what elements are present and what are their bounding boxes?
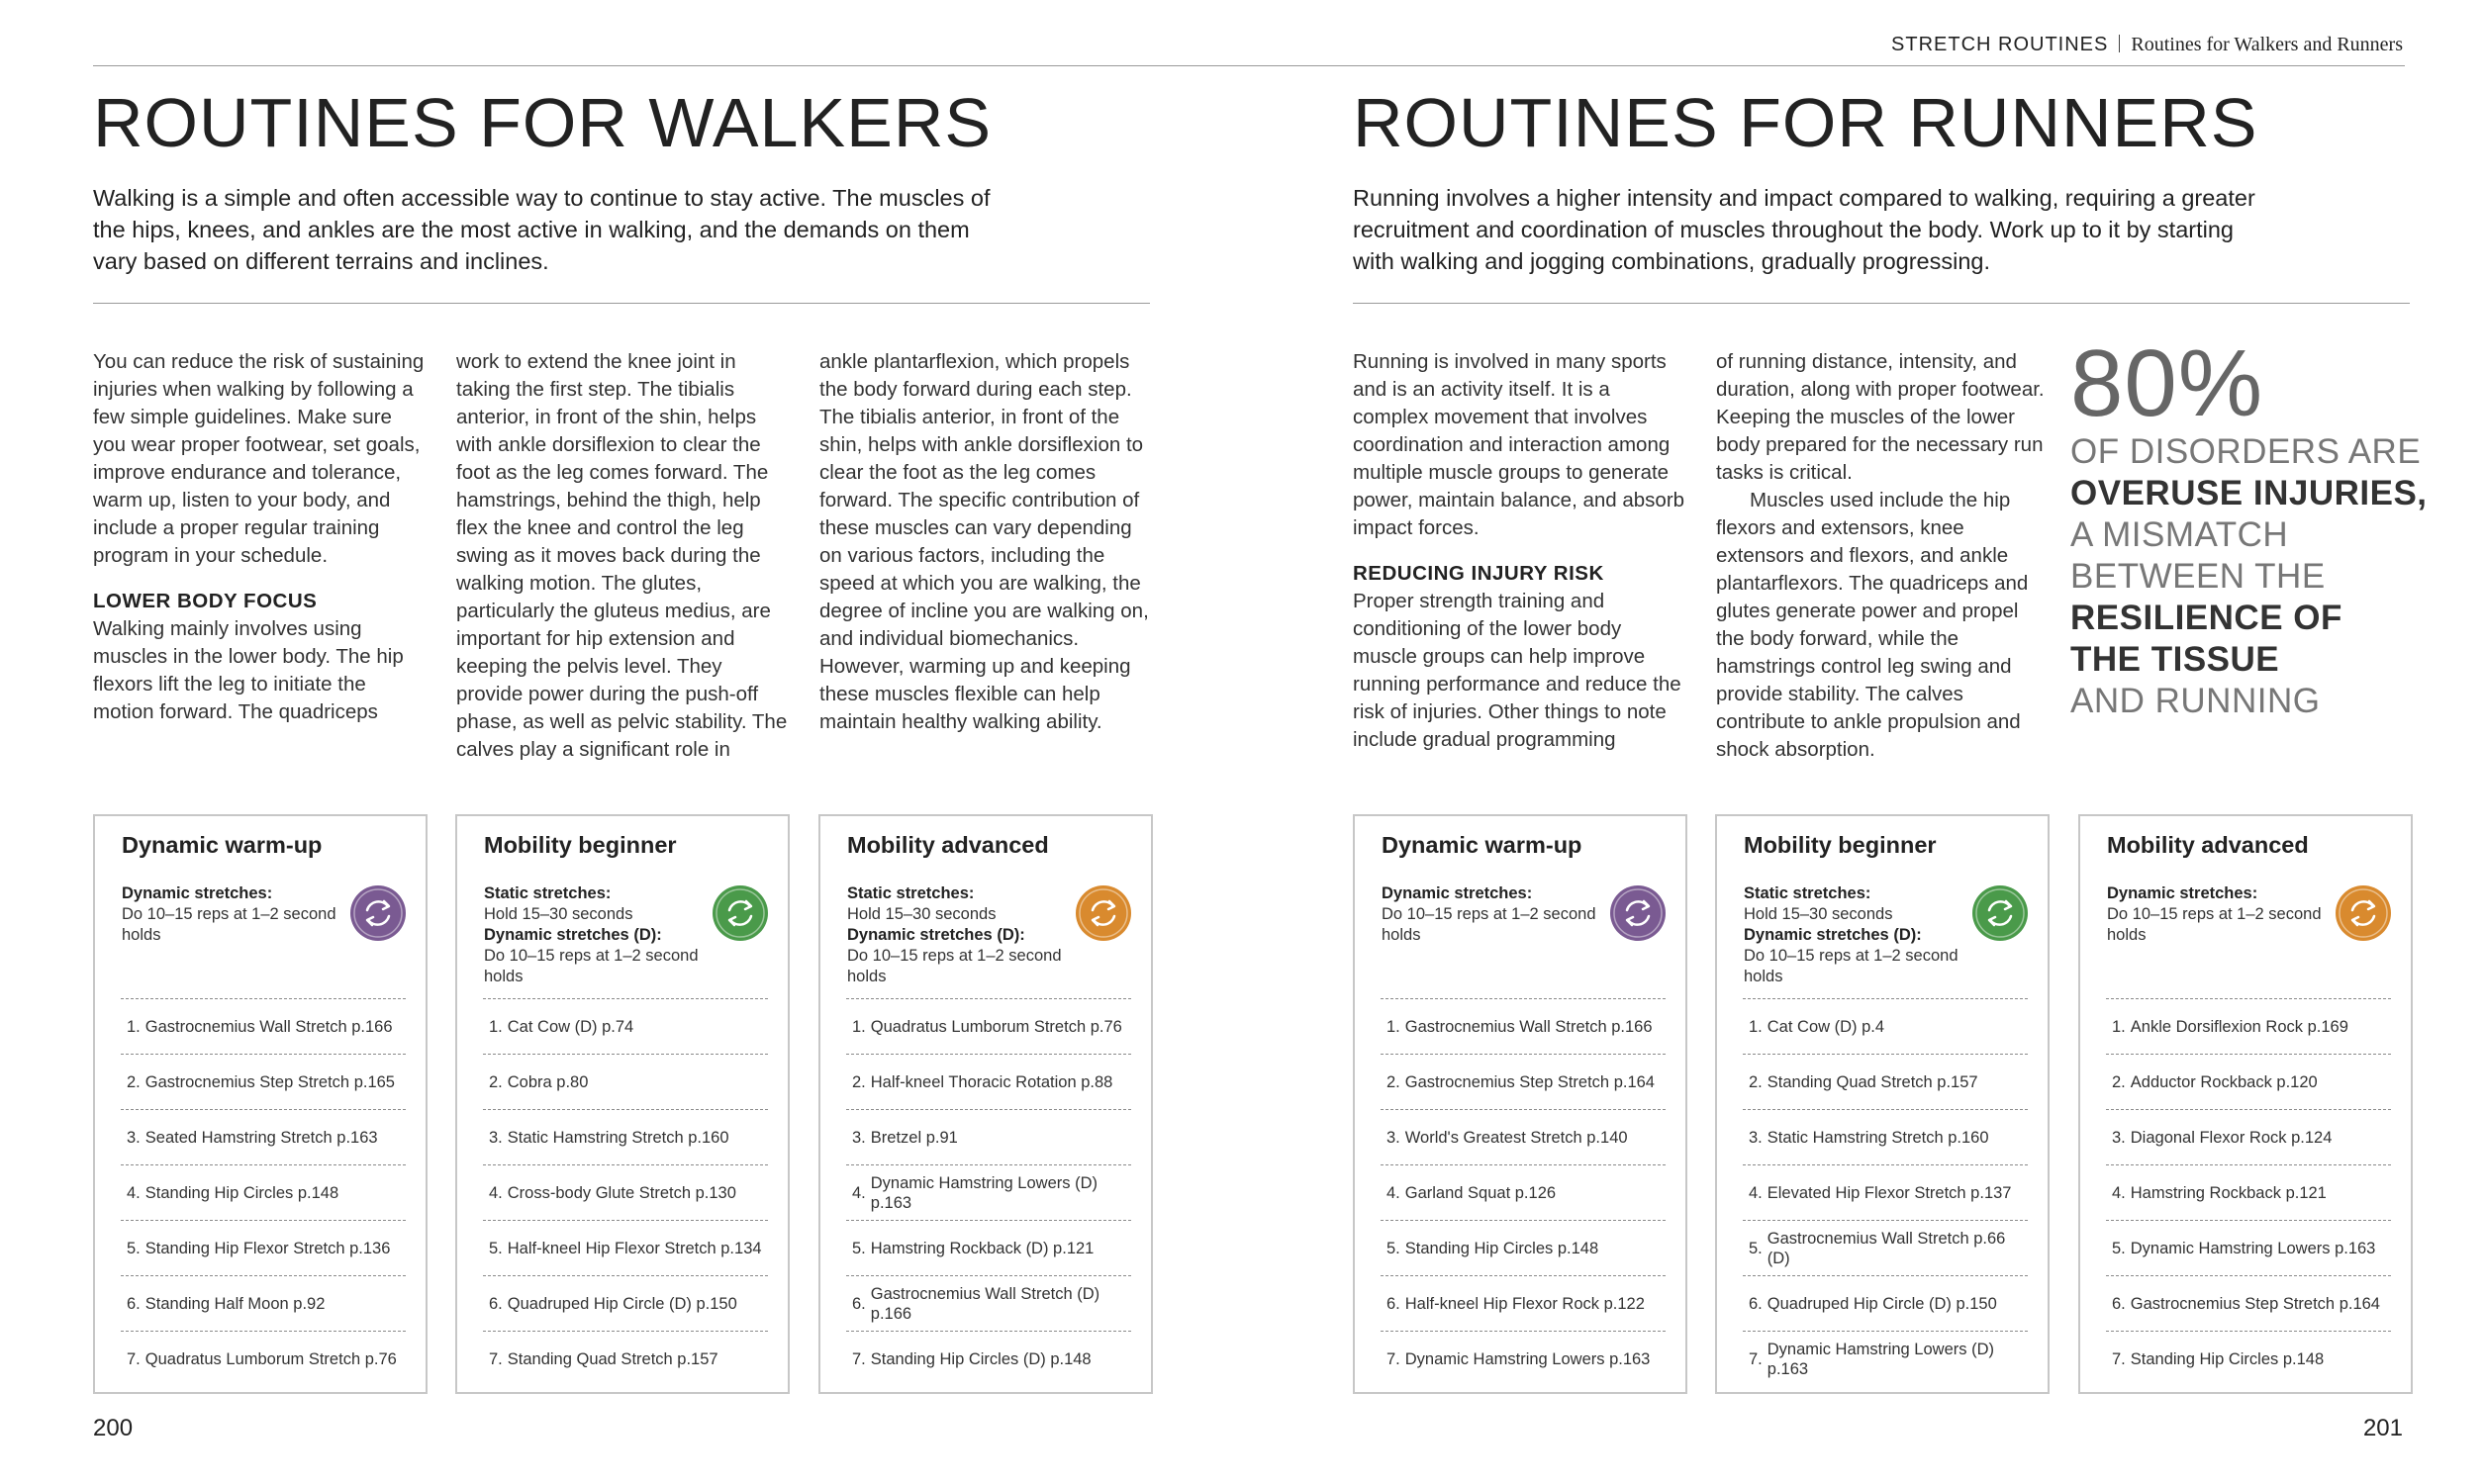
stretch-item: [1381, 1332, 1666, 1387]
walkers-card-mobility-advanced: [818, 814, 1153, 1394]
item-text: Standing Hip Flexor Stretch p.136: [144, 1239, 391, 1257]
item-number: 2.: [489, 1072, 503, 1091]
stretch-item: [846, 1110, 1131, 1165]
item-text: Cat Cow (D) p.4: [1767, 1017, 1885, 1036]
stretch-item: [2106, 1055, 2391, 1110]
stretch-item: [1743, 1221, 2028, 1276]
section-label: STRETCH ROUTINES: [1891, 34, 2109, 55]
stretch-item: [2106, 999, 2391, 1055]
item-number: 2.: [1386, 1072, 1400, 1091]
item-number: 3.: [1749, 1128, 1763, 1147]
stretch-list: [846, 998, 1131, 1387]
instruction-label: Static stretches:: [484, 884, 612, 902]
item-text: Quadruped Hip Circle (D) p.150: [1767, 1294, 1997, 1313]
walkers-col3-paragraph: ankle plantarflexion, which propels the body forward during each step. The tibialis anterior, in front of the shin, helps with ankle dorsiflexion to clear the foot as the leg comes forward. The specific contribution of these muscles can vary depending on various factors, including the speed at which you are walking, the degree of incline you are walking on, and individual biomechanics. However, warming up and keeping these muscles flexible can help maintain healthy walking ability.: [819, 350, 1149, 733]
runners-column-2: [1716, 348, 2049, 764]
stat-percentage: 80%: [2070, 330, 2264, 436]
item-text: Adductor Rockback p.120: [2130, 1072, 2318, 1091]
item-text: Dynamic Hamstring Lowers p.163: [2130, 1239, 2376, 1257]
page-number-right: 201: [2362, 1415, 2403, 1441]
routine-instructions: [1744, 883, 1971, 987]
routine-title: Dynamic warm-up: [1382, 832, 1582, 858]
item-number: 3.: [489, 1128, 503, 1147]
item-text: Standing Quad Stretch p.157: [507, 1350, 718, 1368]
repeat-cycle-icon: [1972, 885, 2028, 941]
runners-card-mobility-advanced: [2078, 814, 2413, 1394]
runners-subheading: REDUCING INJURY RISK: [1353, 562, 1604, 585]
item-number: 7.: [489, 1350, 503, 1368]
stretch-list: [1381, 998, 1666, 1387]
item-text: Gastrocnemius Step Stretch p.165: [144, 1072, 395, 1091]
item-text: Cobra p.80: [507, 1072, 589, 1091]
item-text: Gastrocnemius Wall Stretch p.166: [1404, 1017, 1653, 1036]
item-number: 1.: [852, 1017, 866, 1036]
stretch-item: [483, 1276, 768, 1332]
walkers-column-1: [93, 348, 426, 726]
routine-title: Mobility beginner: [484, 832, 677, 858]
item-number: 4.: [1749, 1183, 1763, 1202]
item-number: 6.: [1749, 1294, 1763, 1313]
stretch-item: [483, 1110, 768, 1165]
stretch-item: [1743, 1055, 2028, 1110]
item-number: 6.: [852, 1294, 866, 1313]
instruction-label: Static stretches:: [847, 884, 975, 902]
item-number: 2.: [2112, 1072, 2126, 1091]
instruction-label: Dynamic stretches (D):: [484, 926, 662, 944]
runners-col2-paragraph: of running distance, intensity, and duration, along with proper footwear. Keeping the muscles of the lower body prepared for the necessary run tasks is critical.: [1716, 350, 2045, 484]
routine-instructions: [2107, 883, 2335, 946]
walkers-intro-rule: [93, 303, 1150, 304]
stretch-item: [121, 1110, 406, 1165]
item-text: Standing Hip Circles p.148: [1404, 1239, 1599, 1257]
item-text: Static Hamstring Stretch p.160: [1767, 1128, 1989, 1147]
pull-quote-stat: [2070, 330, 2428, 722]
section-subtitle: Routines for Walkers and Runners: [2131, 34, 2403, 55]
item-text: Quadratus Lumborum Stretch p.76: [870, 1017, 1122, 1036]
stretch-item: [2106, 1110, 2391, 1165]
instruction-text: Do 10–15 reps at 1–2 second holds: [122, 905, 336, 944]
instruction-label: Dynamic stretches:: [1382, 884, 1533, 902]
stretch-item: [846, 1165, 1131, 1221]
item-text: Standing Half Moon p.92: [144, 1294, 326, 1313]
item-number: 1.: [2112, 1017, 2126, 1036]
stretch-item: [121, 1055, 406, 1110]
stretch-item: [2106, 1276, 2391, 1332]
stretch-item: [121, 1332, 406, 1387]
item-number: 1.: [127, 1017, 141, 1036]
item-text: Gastrocnemius Wall Stretch p.66 (D): [1767, 1229, 2006, 1267]
item-number: 5.: [1386, 1239, 1400, 1257]
item-text: Hamstring Rockback p.121: [2130, 1183, 2327, 1202]
item-text: Dynamic Hamstring Lowers (D) p.163: [870, 1173, 1098, 1212]
item-number: 2.: [852, 1072, 866, 1091]
repeat-cycle-icon: [350, 885, 406, 941]
stretch-item: [483, 1332, 768, 1387]
routine-instructions: [484, 883, 712, 987]
item-text: Static Hamstring Stretch p.160: [507, 1128, 729, 1147]
item-number: 4.: [2112, 1183, 2126, 1202]
instruction-label: Dynamic stretches (D):: [847, 926, 1025, 944]
walkers-card-dynamic-warm-up: [93, 814, 428, 1394]
stat-line-4: BETWEEN THE: [2070, 557, 2326, 596]
runners-card-dynamic-warm-up: [1353, 814, 1687, 1394]
routine-title: Dynamic warm-up: [122, 832, 323, 858]
item-number: 5.: [2112, 1239, 2126, 1257]
page-runners: [1242, 0, 2484, 1484]
runners-col1-paragraph-2: Proper strength training and conditioning of the lower body muscle groups can help improve running performance and reduce the risk of injuries. Other things to note include gradual programming: [1353, 590, 1681, 751]
item-number: 4.: [489, 1183, 503, 1202]
walkers-title: ROUTINES FOR WALKERS: [93, 84, 993, 161]
item-text: Standing Hip Circles p.148: [2130, 1350, 2325, 1368]
stretch-item: [1743, 1110, 2028, 1165]
item-text: Gastrocnemius Wall Stretch p.166: [144, 1017, 393, 1036]
instruction-text: Hold 15–30 seconds: [847, 905, 997, 923]
item-text: Gastrocnemius Step Stretch p.164: [2130, 1294, 2380, 1313]
stretch-list: [121, 998, 406, 1387]
item-number: 6.: [489, 1294, 503, 1313]
stretch-item: [846, 1276, 1131, 1332]
item-text: Quadruped Hip Circle (D) p.150: [507, 1294, 737, 1313]
item-number: 2.: [127, 1072, 141, 1091]
instruction-label: Dynamic stretches (D):: [1744, 926, 1922, 944]
runners-column-1: [1353, 348, 1685, 754]
stretch-item: [2106, 1165, 2391, 1221]
item-text: Cat Cow (D) p.74: [507, 1017, 634, 1036]
item-number: 7.: [127, 1350, 141, 1368]
stretch-item: [846, 1332, 1131, 1387]
instruction-text: Hold 15–30 seconds: [1744, 905, 1893, 923]
walkers-intro: Walking is a simple and often accessible way to continue to stay active. The muscles of the hips, knees, and ankles are the most active in walking, and the demands on them vary based on different terrains and inclines.: [93, 185, 991, 274]
item-text: Gastrocnemius Wall Stretch (D) p.166: [870, 1284, 1100, 1323]
stretch-list: [1743, 998, 2028, 1387]
item-text: Gastrocnemius Step Stretch p.164: [1404, 1072, 1655, 1091]
routine-title: Mobility advanced: [2107, 832, 2309, 858]
instruction-text: Do 10–15 reps at 1–2 second holds: [1382, 905, 1596, 944]
stretch-item: [483, 1055, 768, 1110]
item-text: Diagonal Flexor Rock p.124: [2130, 1128, 2333, 1147]
item-number: 1.: [489, 1017, 503, 1036]
stretch-item: [846, 999, 1131, 1055]
stretch-list: [2106, 998, 2391, 1387]
stretch-item: [846, 1055, 1131, 1110]
item-text: Garland Squat p.126: [1404, 1183, 1557, 1202]
instruction-text: Hold 15–30 seconds: [484, 905, 633, 923]
stretch-item: [1743, 999, 2028, 1055]
instruction-text: Do 10–15 reps at 1–2 second holds: [847, 947, 1062, 985]
runners-intro-rule: [1353, 303, 2410, 304]
stretch-item: [1743, 1332, 2028, 1387]
item-number: 4.: [852, 1183, 866, 1202]
routine-title: Mobility beginner: [1744, 832, 1937, 858]
runners-intro: Running involves a higher intensity and impact compared to walking, requiring a greater recruitment and coordination of muscles throughout the body. Work up to it by starting with walking and jogging combinations, gradually progressing.: [1353, 185, 2255, 274]
item-text: Ankle Dorsiflexion Rock p.169: [2130, 1017, 2348, 1036]
stretch-item: [2106, 1332, 2391, 1387]
stretch-item: [1381, 1110, 1666, 1165]
stretch-item: [1381, 1221, 1666, 1276]
item-number: 1.: [1386, 1017, 1400, 1036]
runners-card-mobility-beginner: [1715, 814, 2050, 1394]
routine-title: Mobility advanced: [847, 832, 1049, 858]
stat-line-2: OVERUSE INJURIES,: [2070, 474, 2428, 512]
walkers-column-2: [456, 348, 789, 764]
stat-line-7: AND RUNNING: [2070, 682, 2321, 720]
item-number: 6.: [1386, 1294, 1400, 1313]
item-text: Dynamic Hamstring Lowers p.163: [1404, 1350, 1651, 1368]
repeat-cycle-icon: [1610, 885, 1666, 941]
item-number: 4.: [127, 1183, 141, 1202]
runners-col2-paragraph-2: Muscles used include the hip flexors and extensors, knee extensors and flexors, and ankle plantarflexors. The quadriceps and glutes generate power and propel the body forward, while the hamstrings control leg swing and provide stability. The calves contribute to ankle propulsion and shock absorption.: [1716, 489, 2029, 761]
item-number: 3.: [1386, 1128, 1400, 1147]
item-text: World's Greatest Stretch p.140: [1404, 1128, 1628, 1147]
item-number: 6.: [127, 1294, 141, 1313]
runners-title: ROUTINES FOR RUNNERS: [1353, 84, 2258, 161]
item-text: Quadratus Lumborum Stretch p.76: [144, 1350, 397, 1368]
item-number: 5.: [127, 1239, 141, 1257]
stretch-item: [1381, 999, 1666, 1055]
item-number: 4.: [1386, 1183, 1400, 1202]
walkers-column-3: [819, 348, 1156, 736]
instruction-label: Static stretches:: [1744, 884, 1871, 902]
walkers-col2-paragraph: work to extend the knee joint in taking the first step. The tibialis anterior, in front of the shin, helps with ankle dorsiflexion to clear the foot as the leg comes forward. The hamstrings, behind the thigh, help flex the knee and control the leg swing as it moves back during the walking motion. The glutes, particularly the gluteus medius, are important for hip extension and keeping the pelvis level. They provide power during the push-off phase, as well as pelvic stability. The calves play a significant role in: [456, 350, 788, 761]
item-text: Half-kneel Hip Flexor Stretch p.134: [507, 1239, 762, 1257]
item-text: Standing Quad Stretch p.157: [1767, 1072, 1978, 1091]
walkers-card-mobility-beginner: [455, 814, 790, 1394]
item-number: 5.: [852, 1239, 866, 1257]
item-number: 2.: [1749, 1072, 1763, 1091]
routine-instructions: [847, 883, 1075, 987]
item-number: 3.: [852, 1128, 866, 1147]
repeat-cycle-icon: [713, 885, 768, 941]
routine-instructions: [1382, 883, 1609, 946]
item-number: 7.: [1749, 1350, 1763, 1368]
instruction-label: Dynamic stretches:: [2107, 884, 2258, 902]
item-text: Dynamic Hamstring Lowers (D) p.163: [1767, 1341, 1994, 1378]
stretch-item: [1743, 1165, 2028, 1221]
walkers-col1-paragraph: You can reduce the risk of sustaining injuries when walking by following a few simple guidelines. Make sure you wear proper footwear, set goals, improve endurance and tolerance, warm up, listen to your body, and include a proper regular training program in your schedule.: [93, 350, 425, 567]
item-number: 3.: [2112, 1128, 2126, 1147]
item-text: Standing Hip Circles (D) p.148: [870, 1350, 1092, 1368]
instruction-label: Dynamic stretches:: [122, 884, 273, 902]
item-number: 5.: [1749, 1239, 1763, 1257]
stat-line-5: RESILIENCE OF: [2070, 599, 2342, 637]
page-number-left: 200: [93, 1415, 134, 1441]
item-text: Seated Hamstring Stretch p.163: [144, 1128, 378, 1147]
stretch-item: [121, 1276, 406, 1332]
instruction-text: Do 10–15 reps at 1–2 second holds: [2107, 905, 2322, 944]
stretch-item: [2106, 1221, 2391, 1276]
item-number: 6.: [2112, 1294, 2126, 1313]
walkers-col1-paragraph-2: Walking mainly involves using muscles in the lower body. The hip flexors lift the leg to initiate the motion forward. The quadriceps: [93, 617, 404, 723]
item-number: 3.: [127, 1128, 141, 1147]
stretch-item: [483, 999, 768, 1055]
routine-instructions: [122, 883, 349, 946]
stretch-item: [846, 1221, 1131, 1276]
stat-line-6: THE TISSUE: [2070, 640, 2280, 679]
stat-line-1: OF DISORDERS ARE: [2070, 432, 2422, 471]
instruction-text: Do 10–15 reps at 1–2 second holds: [484, 947, 699, 985]
item-number: 7.: [2112, 1350, 2126, 1368]
stretch-item: [1381, 1276, 1666, 1332]
item-text: Half-kneel Hip Flexor Rock p.122: [1404, 1294, 1645, 1313]
item-text: Half-kneel Thoracic Rotation p.88: [870, 1072, 1113, 1091]
item-number: 1.: [1749, 1017, 1763, 1036]
item-text: Bretzel p.91: [870, 1128, 958, 1147]
item-text: Hamstring Rockback (D) p.121: [870, 1239, 1095, 1257]
item-number: 7.: [1386, 1350, 1400, 1368]
item-text: Standing Hip Circles p.148: [144, 1183, 339, 1202]
stretch-item: [121, 999, 406, 1055]
stretch-item: [483, 1221, 768, 1276]
repeat-cycle-icon: [1076, 885, 1131, 941]
item-number: 5.: [489, 1239, 503, 1257]
runners-col1-paragraph: Running is involved in many sports and is an activity itself. It is a complex movement that involves coordination and interaction among multiple muscle groups to generate power, maintain balance, and absorb impact forces.: [1353, 350, 1685, 539]
item-text: Cross-body Glute Stretch p.130: [507, 1183, 736, 1202]
repeat-cycle-icon: [2336, 885, 2391, 941]
stretch-item: [121, 1221, 406, 1276]
instruction-text: Do 10–15 reps at 1–2 second holds: [1744, 947, 1959, 985]
item-text: Elevated Hip Flexor Stretch p.137: [1767, 1183, 2012, 1202]
stretch-item: [1381, 1165, 1666, 1221]
stretch-item: [121, 1165, 406, 1221]
walkers-subheading: LOWER BODY FOCUS: [93, 590, 318, 612]
stretch-item: [1743, 1276, 2028, 1332]
stretch-item: [483, 1165, 768, 1221]
stretch-list: [483, 998, 768, 1387]
stat-line-3: A MISMATCH: [2070, 515, 2289, 554]
item-number: 7.: [852, 1350, 866, 1368]
stretch-item: [1381, 1055, 1666, 1110]
